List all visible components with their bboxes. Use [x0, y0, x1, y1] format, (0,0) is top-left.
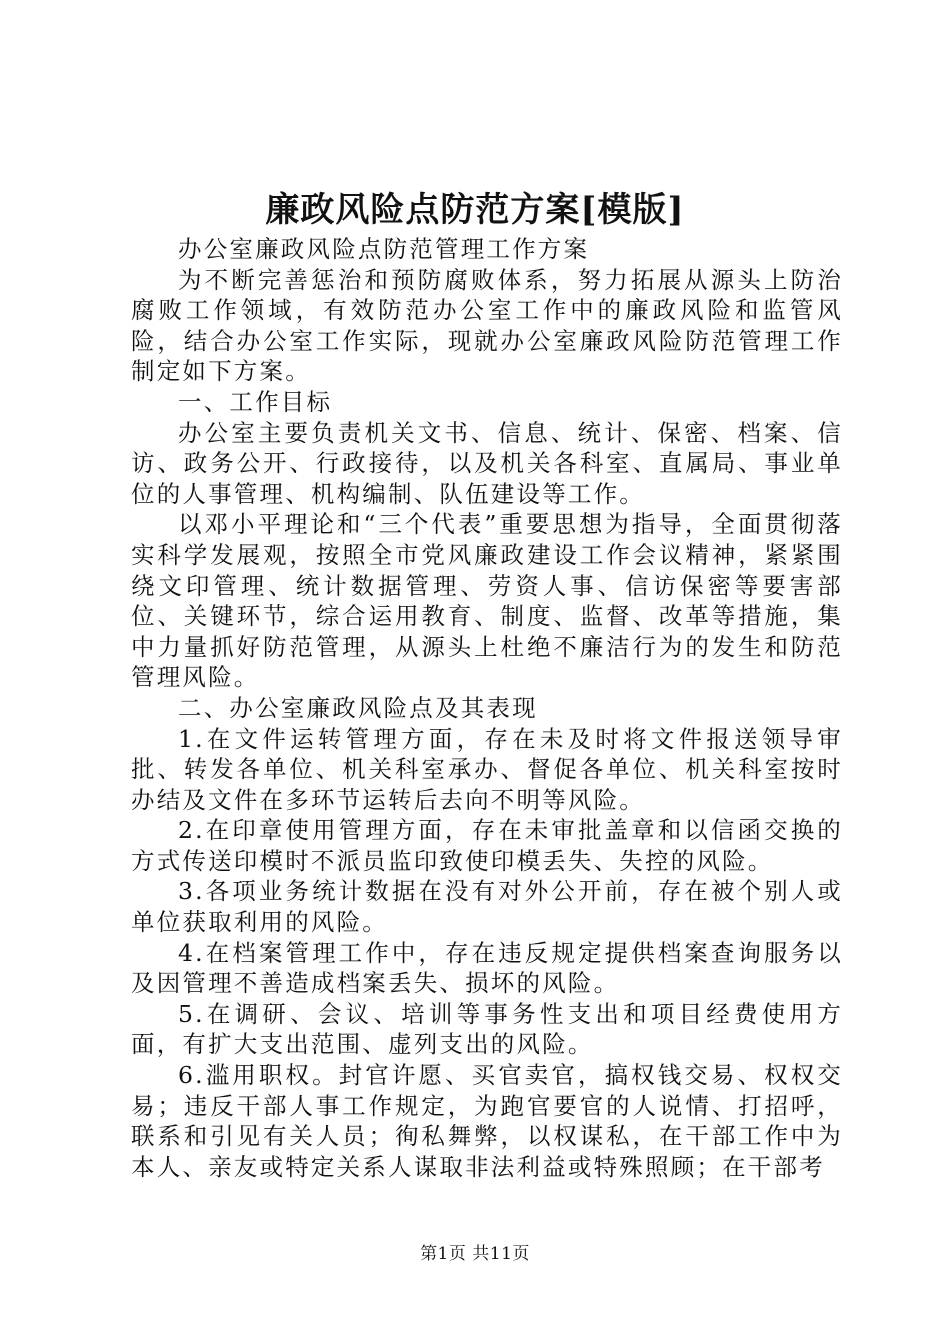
risk-item-5: 5.在调研、会议、培训等事务性支出和项目经费使用方面，有扩大支出范围、虚列支出的风险。: [131, 999, 843, 1059]
section-heading-1: 一、工作目标: [178, 387, 333, 416]
section-heading-2: 二、办公室廉政风险点及其表现: [178, 693, 538, 722]
risk-item-6: 6.滥用职权。封官许愿、买官卖官，搞权钱交易、权权交易；违反干部人事工作规定，为跑官要官的人说情、打招呼，联系和引见有关人员；徇私舞弊，以权谋私，在干部工作中为本人、亲友或特定关系人谋取非法利益或特殊照顾；在干部考: [131, 1061, 843, 1181]
paragraph-guidance: 以邓小平理论和“三个代表”重要思想为指导，全面贯彻落实科学发展观，按照全市党风廉政建设工作会议精神，紧紧围绕文印管理、统计数据管理、劳资人事、信访保密等要害部位、关键环节，综合运用教育、制度、监督、改革等措施，集中力量抓好防范管理，从源头上杜绝不廉洁行为的发生和防范管理风险。: [131, 510, 843, 692]
document-title: 廉政风险点防范方案[模版]: [265, 190, 685, 230]
risk-item-2: 2.在印章使用管理方面，存在未审批盖章和以信函交换的方式传送印模时不派员监印致使印模丢失、失控的风险。: [131, 816, 843, 875]
risk-item-4: 4.在档案管理工作中，存在违反规定提供档案查询服务以及因管理不善造成档案丢失、损坏的风险。: [131, 938, 843, 998]
risk-item-3: 3.各项业务统计数据在没有对外公开前，存在被个别人或单位获取利用的风险。: [131, 877, 843, 937]
risk-item-1: 1.在文件运转管理方面，存在未及时将文件报送领导审批、转发各单位、机关科室承办、督促各单位、机关科室按时办结及文件在多环节运转后去向不明等风险。: [131, 724, 843, 814]
paragraph-subtitle: 办公室廉政风险点防范管理工作方案: [178, 235, 590, 263]
paragraph-duties: 办公室主要负责机关文书、信息、统计、保密、档案、信访、政务公开、行政接待，以及机关各科室、直属局、事业单位的人事管理、机构编制、队伍建设等工作。: [131, 418, 843, 508]
page-number-footer: 第1页 共11页: [420, 1244, 530, 1264]
document-body: [131, 234, 843, 1182]
paragraph-intro: 为不断完善惩治和预防腐败体系，努力拓展从源头上防治腐败工作领域，有效防范办公室工作中的廉政风险和监管风险，结合办公室工作实际，现就办公室廉政风险防范管理工作制定如下方案。: [131, 265, 843, 386]
